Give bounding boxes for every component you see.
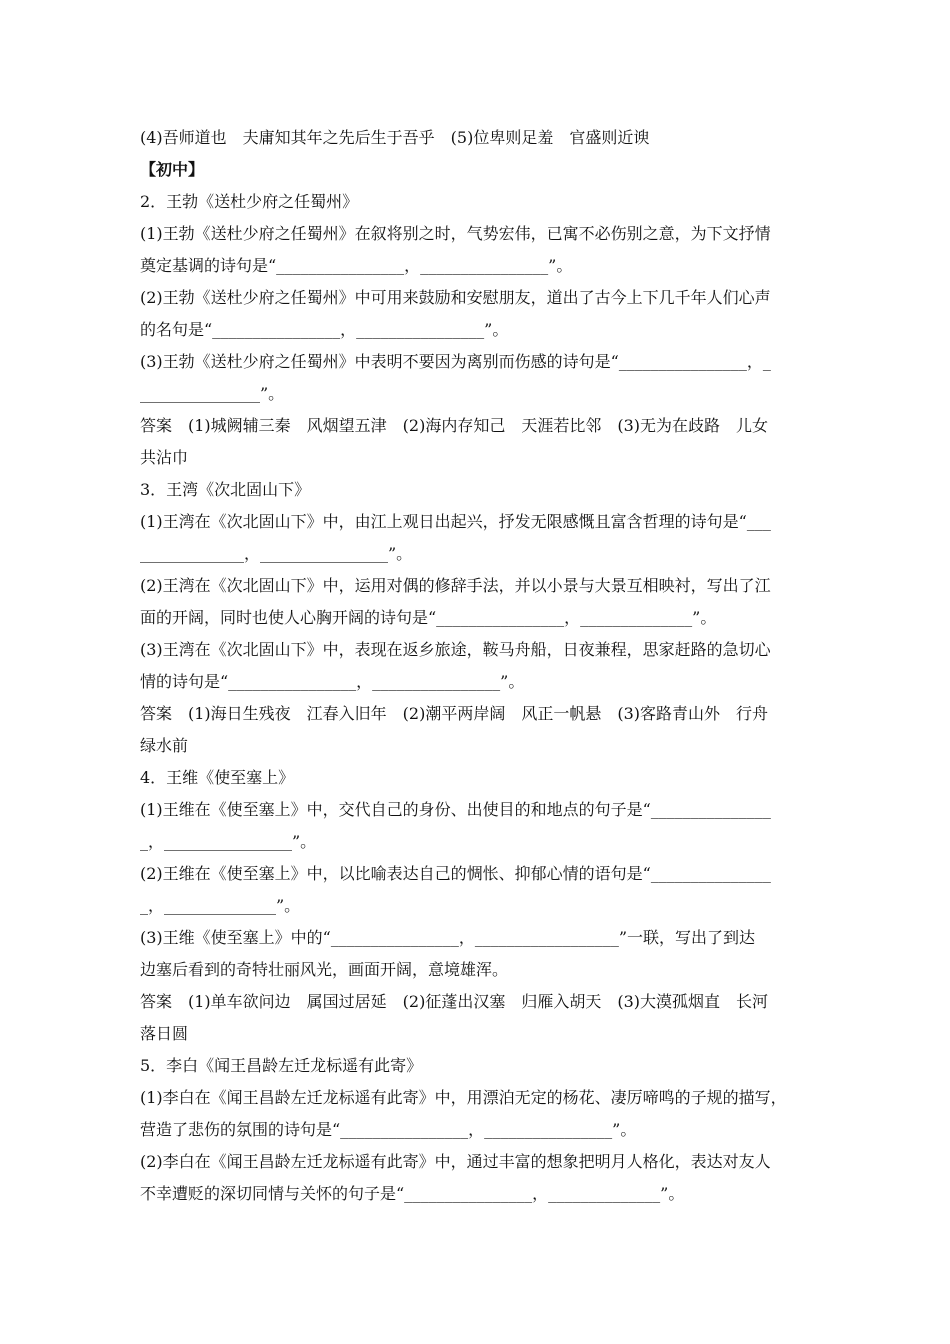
answer-line: (4)吾师道也 夫庸知其年之先后生于吾乎 (5)位卑则足羞 官盛则近谀 — [140, 128, 650, 147]
poem-heading: 3．王湾《次北固山下》 — [140, 480, 311, 499]
question-line: (1)王勃《送杜少府之任蜀州》在叙将别之时，气势宏伟，已寓不必伤别之意，为下文抒情 — [140, 224, 771, 243]
question-line: 情的诗句是“________________，________________”。 — [140, 672, 525, 691]
document-page — [140, 122, 820, 1210]
answer-line: 答案 (1)城阙辅三秦 风烟望五津 (2)海内存知己 天涯若比邻 (3)无为在歧路 儿女 — [140, 416, 768, 435]
poem-heading: 4．王维《使至塞上》 — [140, 768, 295, 787]
question-line: 边塞后看到的奇特壮丽风光，画面开阔，意境雄浑。 — [140, 960, 509, 979]
question-line: (1)李白在《闻王昌龄左迁龙标遥有此寄》中，用漂泊无定的杨花、凄厉啼鸣的子规的描写， — [140, 1088, 787, 1107]
question-line: 营造了悲伤的氛围的诗句是“________________，________________”。 — [140, 1120, 637, 1139]
question-line: 面的开阔，同时也使人心胸开阔的诗句是“________________，______________”。 — [140, 608, 717, 627]
answer-line: 落日圆 — [140, 1024, 189, 1043]
answer-line: 共沾巾 — [140, 448, 189, 467]
question-line: 的名句是“________________，________________”。 — [140, 320, 509, 339]
question-line: (3)王维《使至塞上》中的“________________，__________________”一联，写出了到达 — [140, 928, 756, 947]
question-line: (3)王勃《送杜少府之任蜀州》中表明不要因为离别而伤感的诗句是“________________，_ — [140, 352, 771, 371]
section-heading: 【初中】 — [140, 160, 205, 179]
question-line: (2)王勃《送杜少府之任蜀州》中可用来鼓励和安慰朋友，道出了古今上下几千年人们心声 — [140, 288, 771, 307]
question-line: 不幸遭贬的深切同情与关怀的句子是“________________，______________”。 — [140, 1184, 685, 1203]
answer-line: 答案 (1)单车欲问边 属国过居延 (2)征蓬出汉塞 归雁入胡天 (3)大漠孤烟直 长河 — [140, 992, 768, 1011]
question-line: (1)王维在《使至塞上》中，交代自己的身份、出使目的和地点的句子是“_______________ — [140, 800, 771, 819]
question-line: (1)王湾在《次北固山下》中，由江上观日出起兴，抒发无限感慨且富含哲理的诗句是“___ — [140, 512, 771, 531]
question-line: _，________________”。 — [140, 832, 317, 851]
question-line: _______________”。 — [140, 384, 285, 403]
question-line: _，______________”。 — [140, 896, 301, 915]
question-line: _____________，________________”。 — [140, 544, 413, 563]
question-line: (2)王湾在《次北固山下》中，运用对偶的修辞手法，并以小景与大景互相映衬，写出了江 — [140, 576, 771, 595]
question-line: (2)王维在《使至塞上》中，以比喻表达自己的惆怅、抑郁心情的语句是“_______________ — [140, 864, 771, 883]
answer-line: 绿水前 — [140, 736, 189, 755]
question-line: 奠定基调的诗句是“________________，________________”。 — [140, 256, 573, 275]
question-line: (2)李白在《闻王昌龄左迁龙标遥有此寄》中，通过丰富的想象把明月人格化，表达对友人 — [140, 1152, 771, 1171]
poem-heading: 2．王勃《送杜少府之任蜀州》 — [140, 192, 359, 211]
poem-heading: 5．李白《闻王昌龄左迁龙标遥有此寄》 — [140, 1056, 423, 1075]
question-line: (3)王湾在《次北固山下》中，表现在返乡旅途，鞍马舟船，日夜兼程，思家赶路的急切心 — [140, 640, 771, 659]
answer-line: 答案 (1)海日生残夜 江春入旧年 (2)潮平两岸阔 风正一帆悬 (3)客路青山外 行舟 — [140, 704, 768, 723]
